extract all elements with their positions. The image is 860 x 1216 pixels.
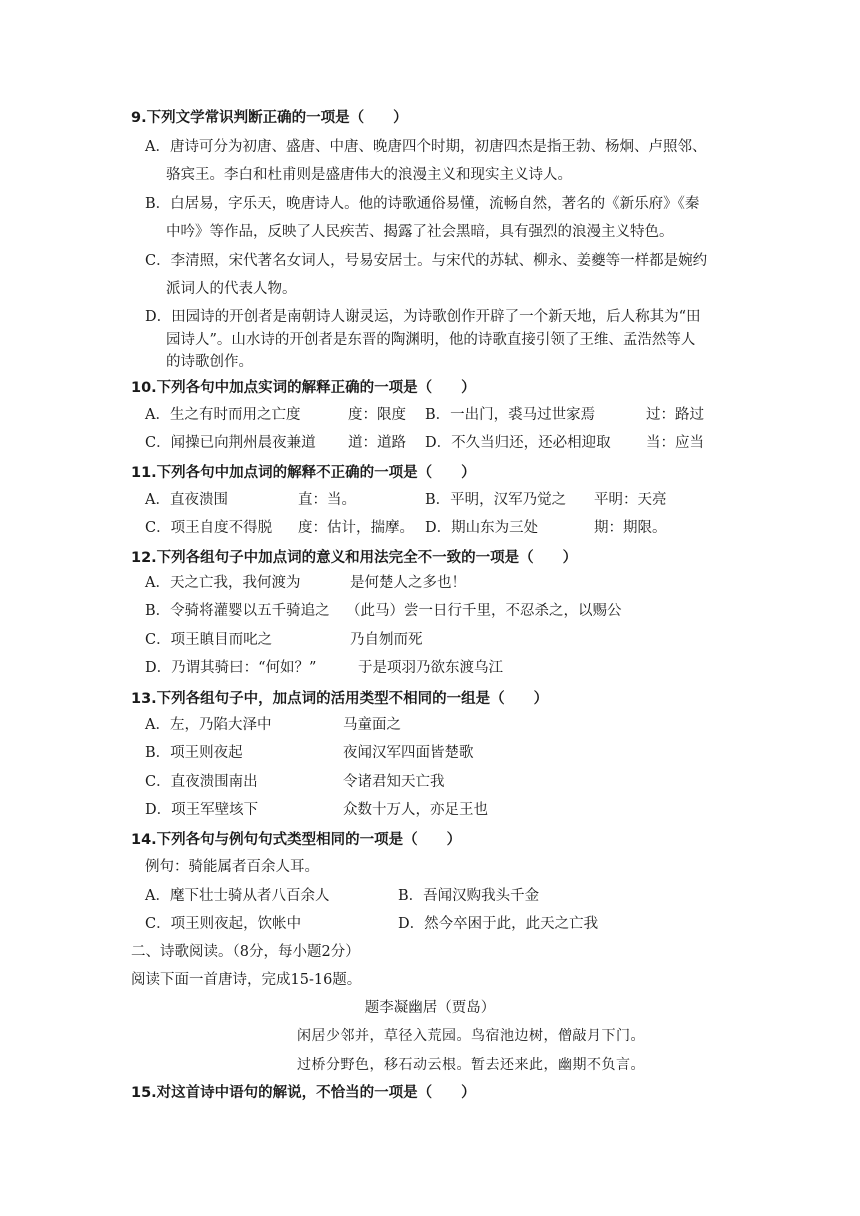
q12-option-b-sentence1: B．令骑将灌婴以五千骑追之 [145, 603, 330, 619]
q12-option-a-sentence2: 是何楚人之多也！ [350, 575, 466, 591]
poem-line-1: 闲居少邻并，草径入荒园。鸟宿池边树，僧敲月下门。 [297, 1028, 645, 1044]
q14-option-d: D．然今卒困于此，此天之亡我 [398, 916, 599, 932]
q13-option-c-sentence2: 令诸君知天亡我 [343, 774, 445, 790]
q13-option-d-sentence1: D．项王军壁垓下 [145, 802, 259, 818]
q13-option-c-sentence1: C．直夜溃围南出 [145, 774, 258, 790]
q13-option-a-sentence2: 马童面之 [343, 717, 401, 733]
q14-option-b: B．吾闻汉购我头千金 [398, 888, 540, 904]
section-2-heading: 二、诗歌阅读。（8分，每小题2分） [131, 944, 360, 960]
q14-example: 例句：骑能属者百余人耳。 [145, 859, 319, 875]
poem-line-2: 过桥分野色，移石动云根。暂去还来此，幽期不负言。 [297, 1057, 645, 1073]
question-12-stem: 12.下列各组句子中加点词的意义和用法完全不一致的一项是（ ） [131, 550, 578, 566]
q14-option-c: C．项王则夜起，饮帐中 [145, 916, 302, 932]
q13-option-a-sentence1: A．左，乃陷大泽中 [145, 717, 272, 733]
q10-option-c: C．闻操已向荆州晨夜兼道 [145, 435, 316, 451]
question-9-stem: 9.下列文学常识判断正确的一项是（ ） [131, 110, 408, 126]
q12-option-b-sentence2: （此马）尝一日行千里，不忍杀之，以赐公 [346, 603, 622, 619]
q11-option-d: D．期山东为三处 [425, 520, 539, 536]
q10-option-b: B．一出门，裘马过世家焉 [425, 407, 596, 423]
q9-option-b-line1: B．白居易，字乐天，晚唐诗人。他的诗歌通俗易懂，流畅自然，著名的《新乐府》《秦 [145, 196, 700, 212]
q13-option-b-sentence1: B．项王则夜起 [145, 745, 243, 761]
question-10-stem: 10.下列各句中加点实词的解释正确的一项是（ ） [131, 380, 476, 396]
question-13-stem: 13.下列各组句子中，加点词的活用类型不相同的一组是（ ） [131, 691, 549, 707]
q14-option-a: A．麾下壮士骑从者八百余人 [145, 888, 330, 904]
q9-option-d-line3: 的诗歌创作。 [166, 354, 253, 370]
section-2-intro: 阅读下面一首唐诗，完成15-16题。 [131, 972, 362, 988]
question-15-stem: 15.对这首诗中语句的解说，不恰当的一项是（ ） [131, 1085, 476, 1101]
q9-option-c-line1: C．李清照，宋代著名女词人，号易安居士。与宋代的苏轼、柳永、姜夔等一样都是婉约 [145, 253, 708, 269]
q11-option-a-explanation: 直：当。 [298, 492, 356, 508]
q12-option-c-sentence2: 乃自刎而死 [350, 632, 423, 648]
q13-option-b-sentence2: 夜闻汉军四面皆楚歌 [343, 745, 474, 761]
q10-option-b-explanation: 过：路过 [646, 407, 704, 423]
q10-option-a-explanation: 度：限度 [348, 407, 406, 423]
q11-option-c: C．项王自度不得脱 [145, 520, 273, 536]
q12-option-c-sentence1: C．项王瞋目而叱之 [145, 632, 273, 648]
q12-option-d-sentence2: 于是项羽乃欲东渡乌江 [358, 660, 503, 676]
q11-option-a: A．直夜溃围 [145, 492, 228, 508]
question-14-stem: 14.下列各句与例句句式类型相同的一项是（ ） [131, 832, 462, 848]
q9-option-d-line2: 园诗人”。山水诗的开创者是东晋的陶渊明，他的诗歌直接引领了王维、孟浩然等人 [166, 332, 696, 348]
q13-option-d-sentence2: 众数十万人，亦足王也 [343, 802, 488, 818]
q11-option-c-explanation: 度：估计，揣摩。 [298, 520, 414, 536]
q9-option-a-line1: A．唐诗可分为初唐、盛唐、中唐、晚唐四个时期，初唐四杰是指王勃、杨炯、卢照邻、 [145, 139, 707, 155]
q9-option-b-line2: 中吟》等作品，反映了人民疾苦、揭露了社会黑暗，具有强烈的浪漫主义特色。 [166, 224, 674, 240]
q9-option-c-line2: 派词人的代表人物。 [166, 281, 297, 297]
q10-option-c-explanation: 道：道路 [348, 435, 406, 451]
q11-option-b-explanation: 平明：天亮 [594, 492, 667, 508]
q12-option-d-sentence1: D．乃谓其骑曰：“何如？” [145, 660, 317, 676]
q11-option-d-explanation: 期：期限。 [594, 520, 667, 536]
q10-option-a: A．生之有时而用之亡度 [145, 407, 301, 423]
q9-option-a-line2: 骆宾王。李白和杜甫则是盛唐伟大的浪漫主义和现实主义诗人。 [166, 167, 572, 183]
question-11-stem: 11.下列各句中加点词的解释不正确的一项是（ ） [131, 465, 476, 481]
q10-option-d-explanation: 当：应当 [646, 435, 704, 451]
poem-title: 题李凝幽居（贾岛） [364, 1000, 496, 1016]
q12-option-a-sentence1: A．天之亡我，我何渡为 [145, 575, 301, 591]
q11-option-b: B．平明，汉军乃觉之 [425, 492, 567, 508]
q9-option-d-line1: D．田园诗的开创者是南朝诗人谢灵运，为诗歌创作开辟了一个新天地，后人称其为“田 [145, 309, 701, 325]
q10-option-d: D．不久当归还，还必相迎取 [425, 435, 611, 451]
